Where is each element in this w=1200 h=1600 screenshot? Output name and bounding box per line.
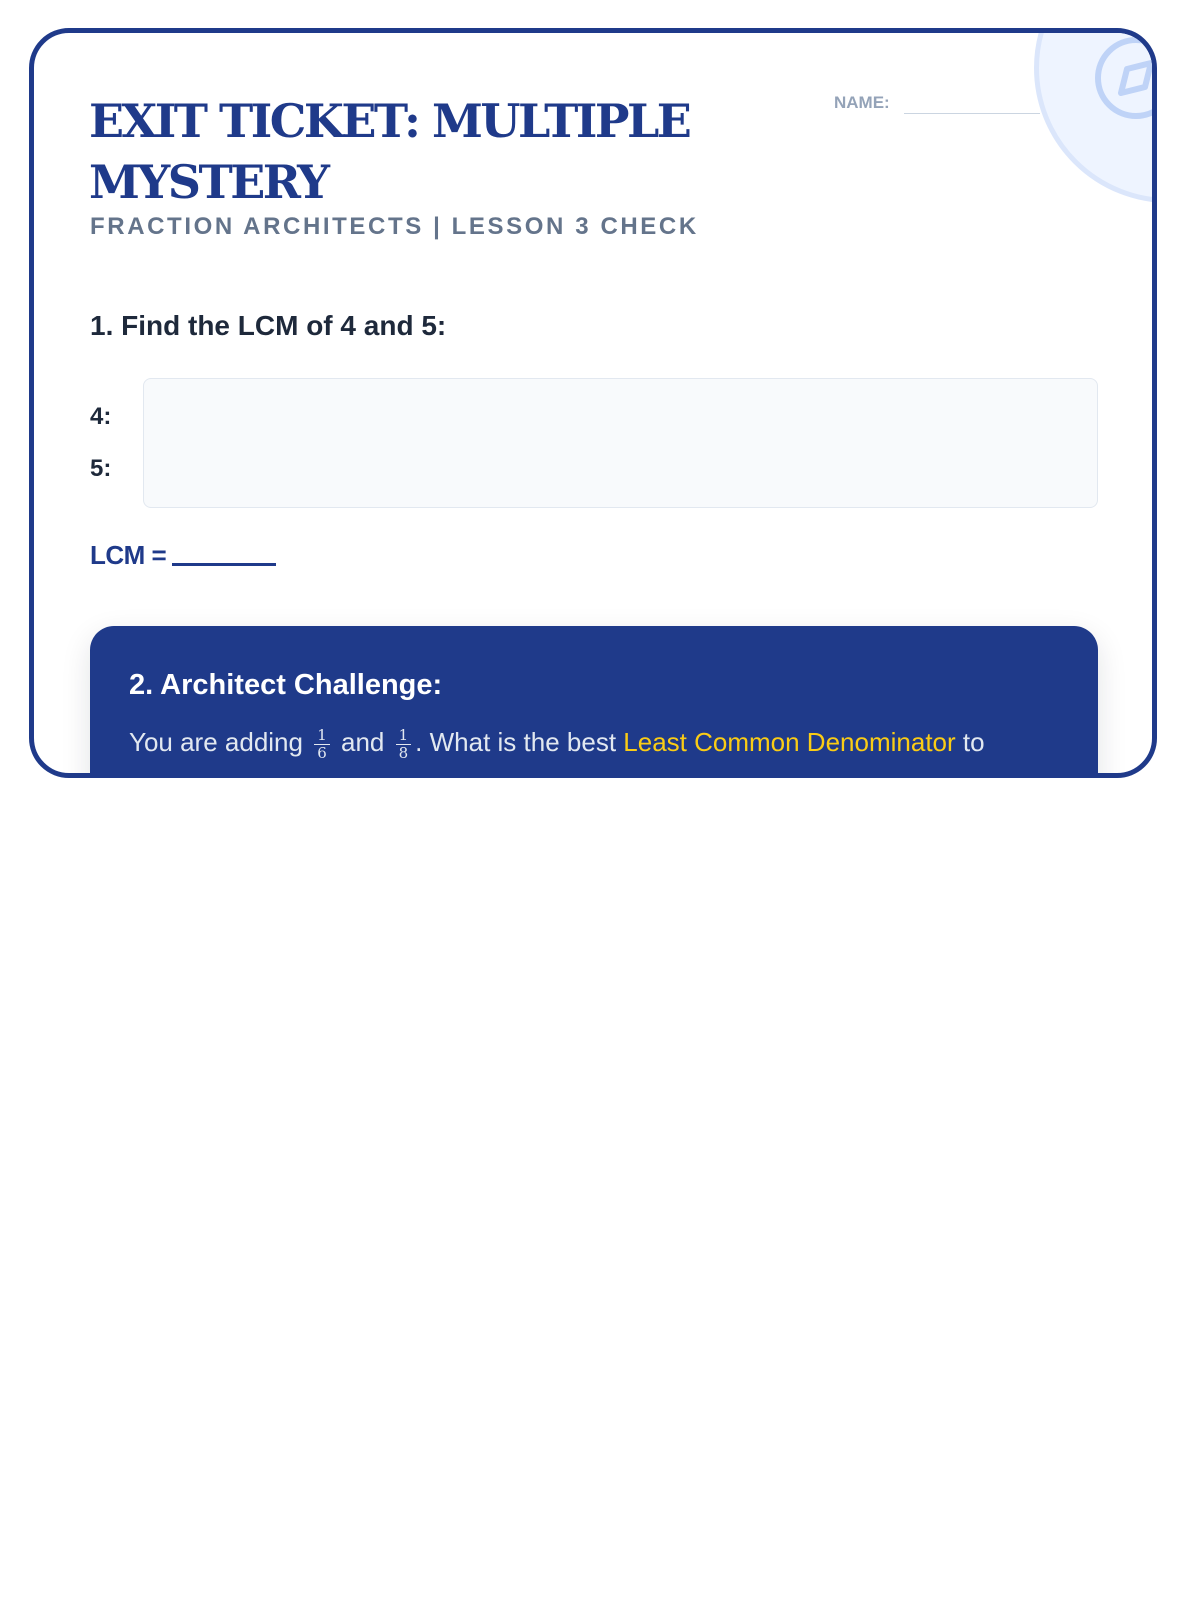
exit-ticket-card xyxy=(29,28,1157,778)
challenge-text-part-4: to xyxy=(962,727,985,757)
lcd-highlight: Least Common Denominator xyxy=(623,727,956,757)
compass-icon xyxy=(1091,33,1157,123)
multiples-of-4-label: 4: xyxy=(90,403,112,430)
question-1-prompt: 1. Find the LCM of 4 and 5: xyxy=(90,310,447,341)
multiples-work-area[interactable] xyxy=(143,378,1098,508)
lcm-answer-blank[interactable] xyxy=(172,563,276,566)
challenge-text-part-2: and xyxy=(341,727,385,757)
page-subtitle: FRACTION ARCHITECTS | LESSON 3 CHECK xyxy=(90,213,699,240)
challenge-title: 2. Architect Challenge: xyxy=(129,669,443,701)
lcm-label: LCM = xyxy=(90,540,167,570)
fraction-numerator: 1 xyxy=(314,728,330,745)
fraction-denominator: 8 xyxy=(398,743,409,762)
name-label: NAME: xyxy=(834,93,890,112)
page-title: EXIT TICKET: MULTIPLE MYSTERY xyxy=(89,94,690,209)
name-field[interactable] xyxy=(904,113,1040,114)
fraction-denominator: 6 xyxy=(317,743,327,762)
fraction-one-eighth xyxy=(396,725,412,762)
challenge-text-part-3: . What is the best xyxy=(415,727,617,757)
multiples-of-5-label: 5: xyxy=(90,455,112,482)
challenge-text-part-1: You are adding xyxy=(129,727,303,757)
architect-challenge-box xyxy=(90,626,1098,778)
fraction-numerator: 1 xyxy=(396,728,412,745)
challenge-text xyxy=(129,727,1089,761)
lcm-answer-row xyxy=(90,540,276,571)
fraction-one-sixth xyxy=(314,725,330,762)
